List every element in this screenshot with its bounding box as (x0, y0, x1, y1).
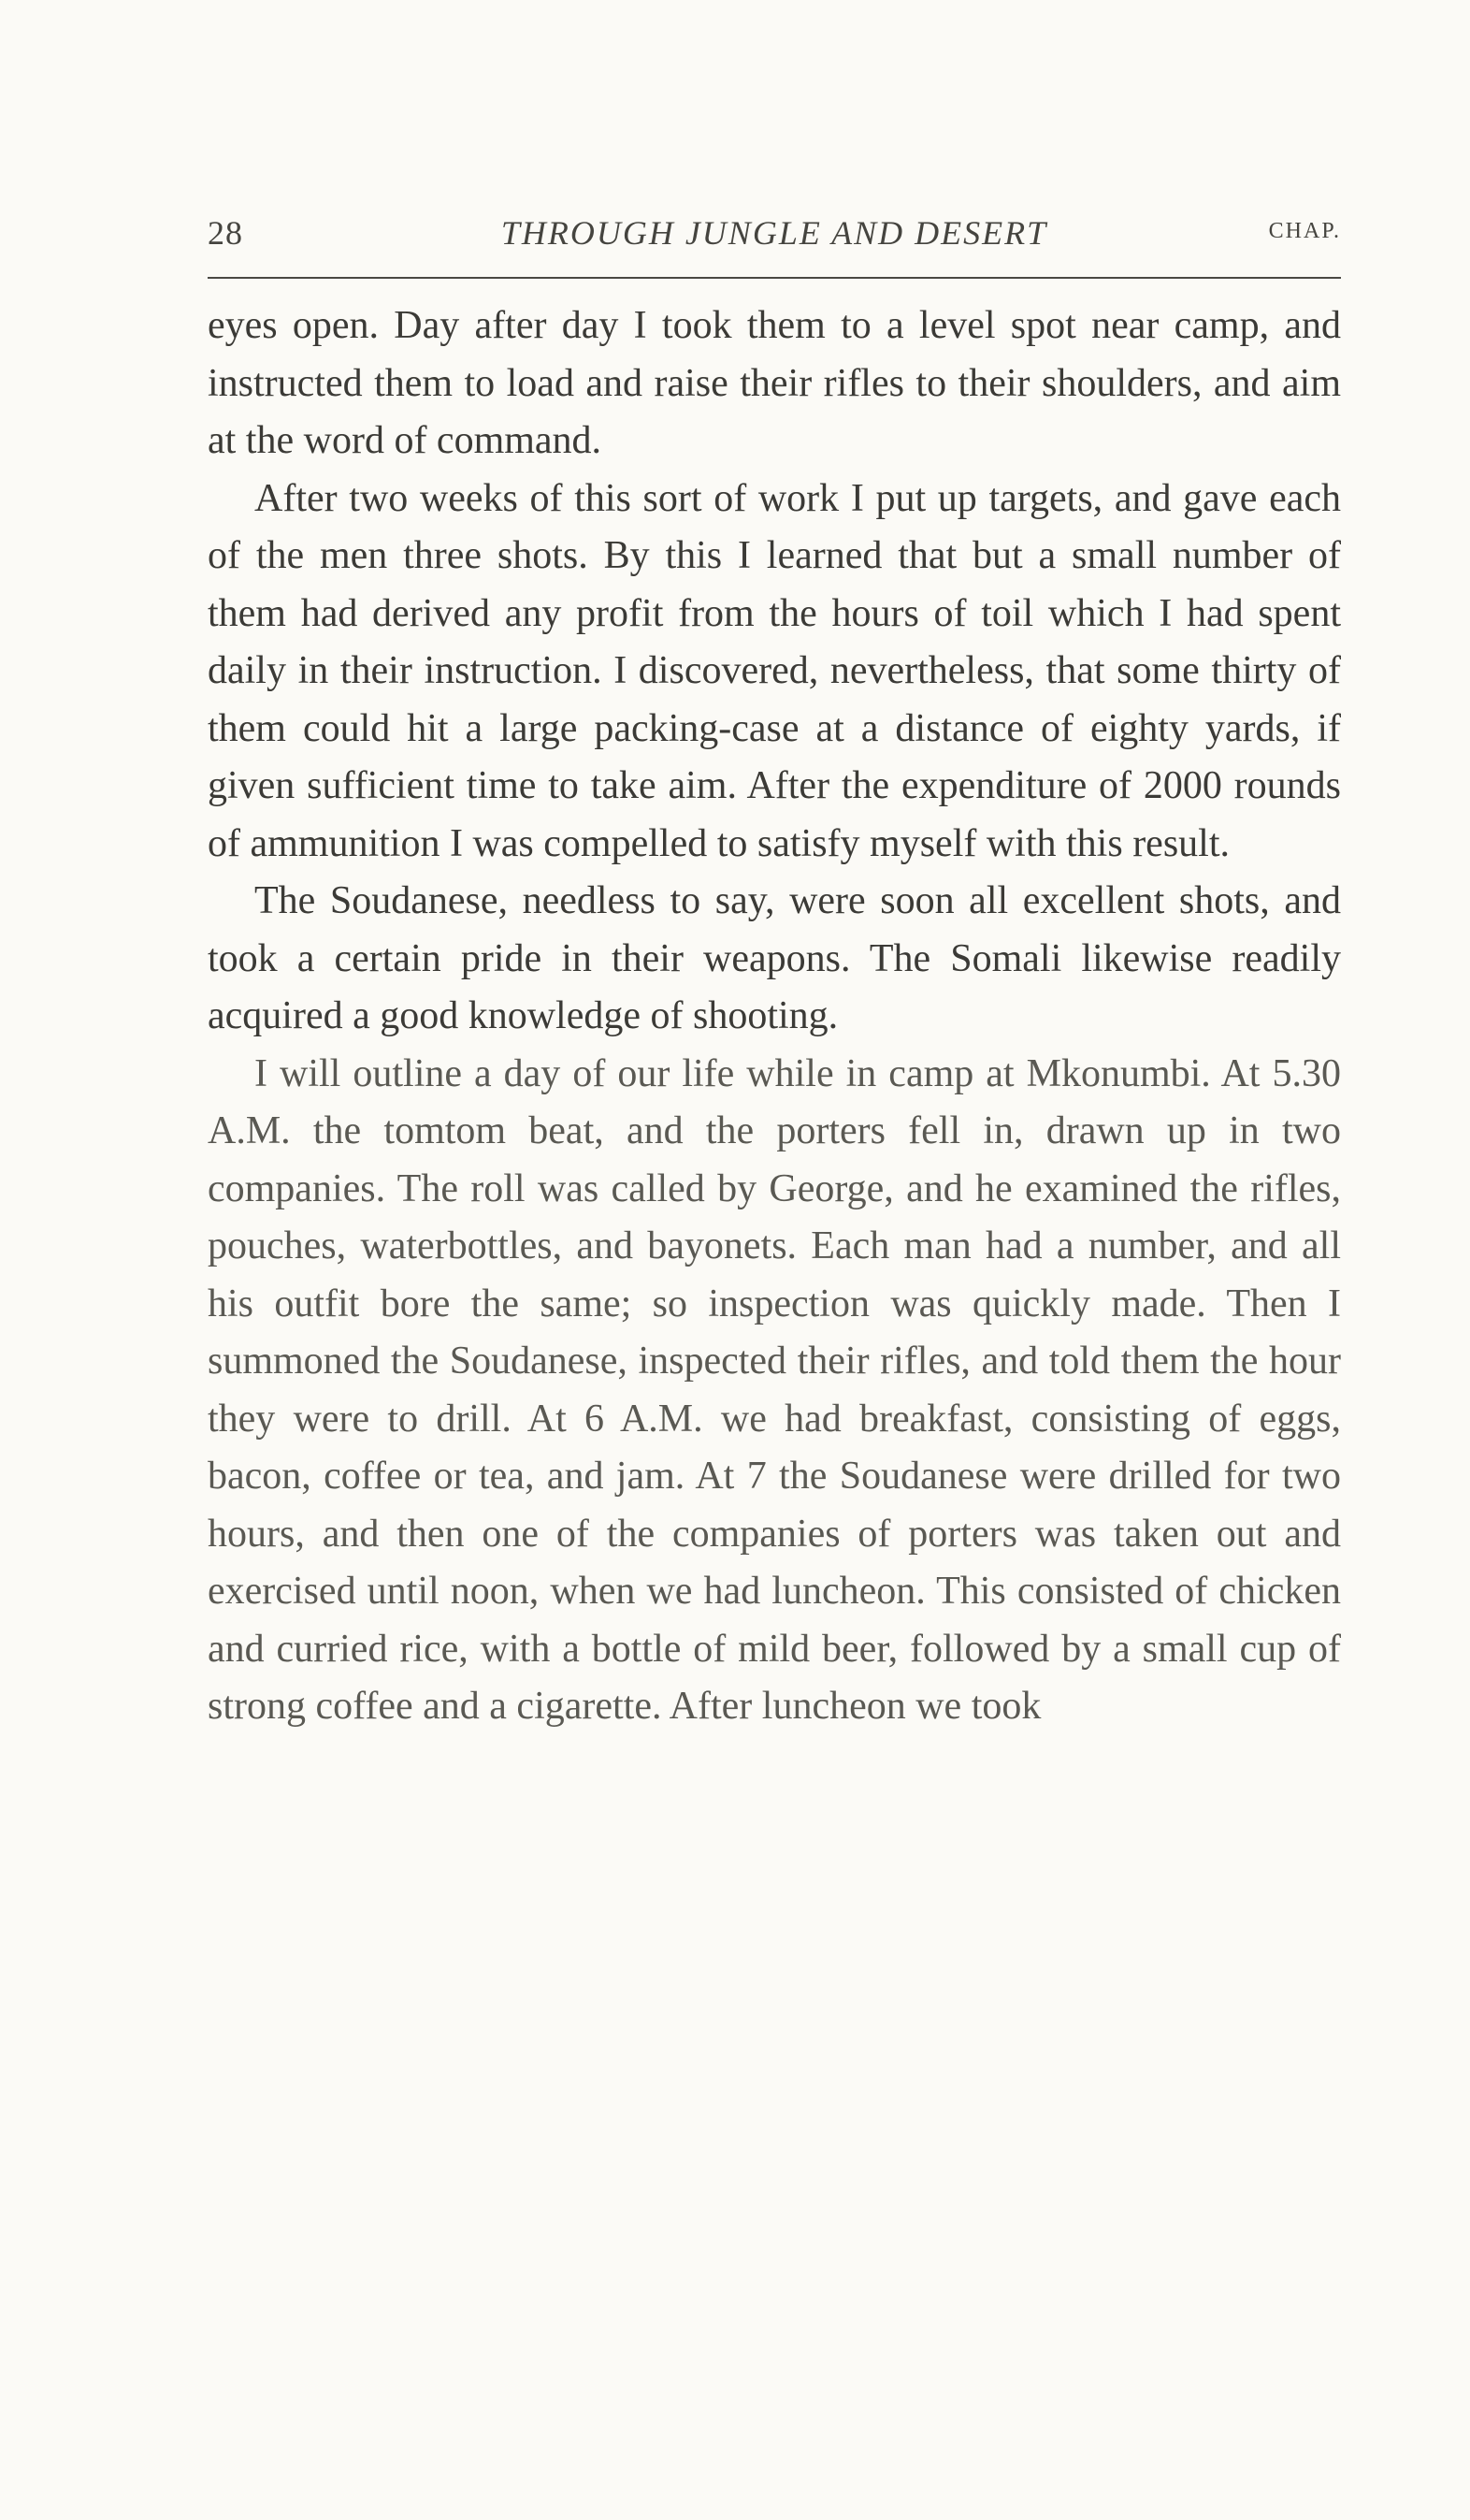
page-number: 28 (208, 214, 243, 252)
book-title: THROUGH JUNGLE AND DESERT (500, 214, 1048, 252)
paragraph: The Soudanese, needless to say, were soon all excellent shots, and took a certain pride in their weapons. The Somali likewise readily acquired a good knowledge of shooting. (208, 879, 1341, 1037)
paragraph: I will outline a day of our life while in camp at Mkonumbi. At 5.30 A.M. the tomtom beat, and the porters fell in, drawn up in two companies. The roll was called by George, and he examined the rifles, pouches, waterbottles, and bayonets. Each man had a number, and all his outfit bore the same; so inspection was quickly made. Then I summoned the Soudanese, inspected their rifles, and told them the hour they were to drill. At 6 A.M. we had breakfast, consisting of eggs, bacon, coffee or tea, and jam. At 7 the Soudanese were drilled for two hours, and then one of the companies of porters was taken out and exercised until noon, when we had luncheon. This consisted of chicken and curried rice, with a bottle of mild beer, followed by a small cup of strong coffee and a cigarette. After luncheon we took (208, 1051, 1341, 1728)
paragraph: eyes open. Day after day I took them to a level spot near camp, and instructed them to load and raise their rifles to their shoulders, and aim at the word of command. (208, 304, 1341, 462)
body-text (208, 297, 1341, 1736)
running-head (208, 213, 1341, 260)
paragraph: After two weeks of this sort of work I put up targets, and gave each of the men three shots. By this I learned that but a small number of them had derived any profit from the hours of toil which I had spent daily in their instruction. I discovered, nevertheless, that some thirty of them could hit a large packing-case at a distance of eighty yards, if given sufficient time to take aim. After the expenditure of 2000 rounds of ammunition I was compelled to satisfy myself with this result. (208, 476, 1341, 865)
header-rule (208, 277, 1341, 279)
chapter-label: CHAP. (1268, 219, 1341, 243)
